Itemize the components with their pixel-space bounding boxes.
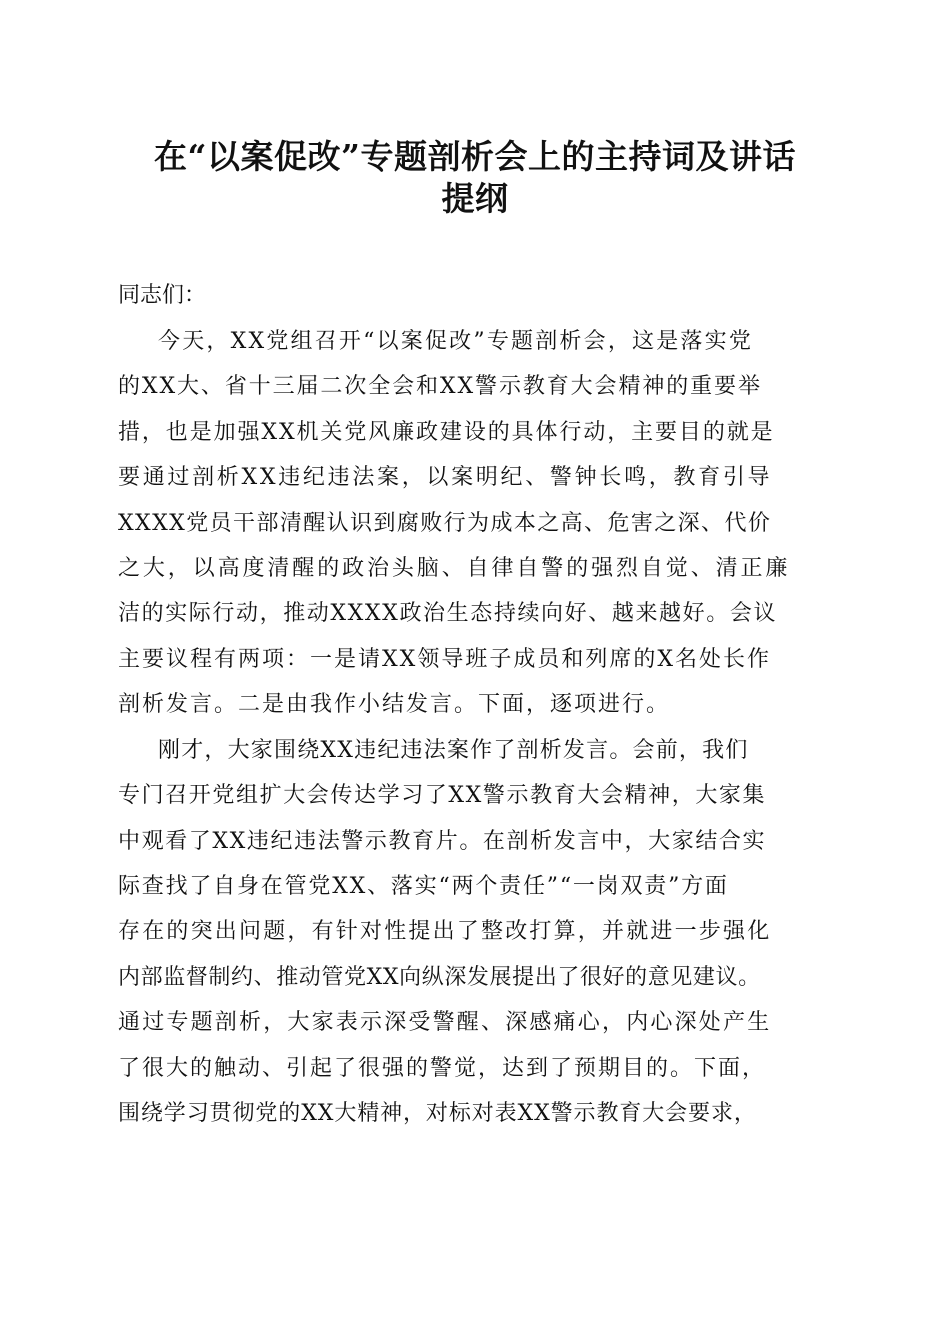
paragraph-2-line-1: 刚才，大家围绕XX违纪违法案作了剖析发言。会前，我们 [158,738,749,763]
paragraph-2-line-8: 了很大的触动、引起了很强的警觉，达到了预期目的。下面， [118,1056,767,1081]
document-title [110,136,840,220]
paragraph-1-line-7: 洁的实际行动，推动XXXX政治生态持续向好、越来越好。会议 [118,601,778,626]
paragraph-2-line-4: 际查找了自身在管党XX、落实“两个责任”“一岗双责”方面 [118,874,729,899]
paragraph-2-line-3: 中观看了XX违纪违法警示教育片。在剖析发言中，大家结合实 [118,829,767,854]
paragraph-2-line-9: 围绕学习贯彻党的XX大精神，对标对表XX警示教育大会要求， [118,1101,757,1126]
paragraph-1-line-8: 主要议程有两项：一是请XX领导班子成员和列席的X名处长作 [118,647,771,672]
paragraph-1-line-5: XXXX党员干部清醒认识到腐败行为成本之高、危害之深、代价 [118,511,772,536]
paragraph-1-line-3: 措，也是加强XX机关党风廉政建设的具体行动，主要目的就是 [118,420,775,445]
paragraph-1-line-4: 要通过剖析XX违纪违法案，以案明纪、警钟长鸣，教育引导 [118,465,773,490]
paragraph-2-line-2: 专门召开党组扩大会传达学习了XX警示教育大会精神，大家集 [118,783,767,808]
title-line-2: 提纲 [441,179,509,218]
title-line-1: 在“以案促改”专题剖析会上的主持词及讲话 [154,137,796,176]
paragraph-1-line-9: 剖析发言。二是由我作小结发言。下面，逐项进行。 [118,692,671,717]
paragraph-1-line-6: 之大，以高度清醒的政治头脑、自律自警的强烈自觉、清正廉 [118,556,791,581]
paragraph-2-line-7: 通过专题剖析，大家表示深受警醒、深感痛心，内心深处产生 [118,1010,772,1035]
salutation: 同志们： [118,283,207,308]
paragraph-1-line-1: 今天，XX党组召开“以案促改”专题剖析会，这是落实党 [158,329,754,354]
paragraph-2-line-5: 存在的突出问题，有针对性提出了整改打算，并就进一步强化 [118,919,772,944]
paragraph-1-line-2: 的XX大、省十三届二次全会和XX警示教育大会精神的重要举 [118,374,762,399]
paragraph-2-line-6: 内部监督制约、推动管党XX向纵深发展提出了很好的意见建议。 [118,965,761,990]
